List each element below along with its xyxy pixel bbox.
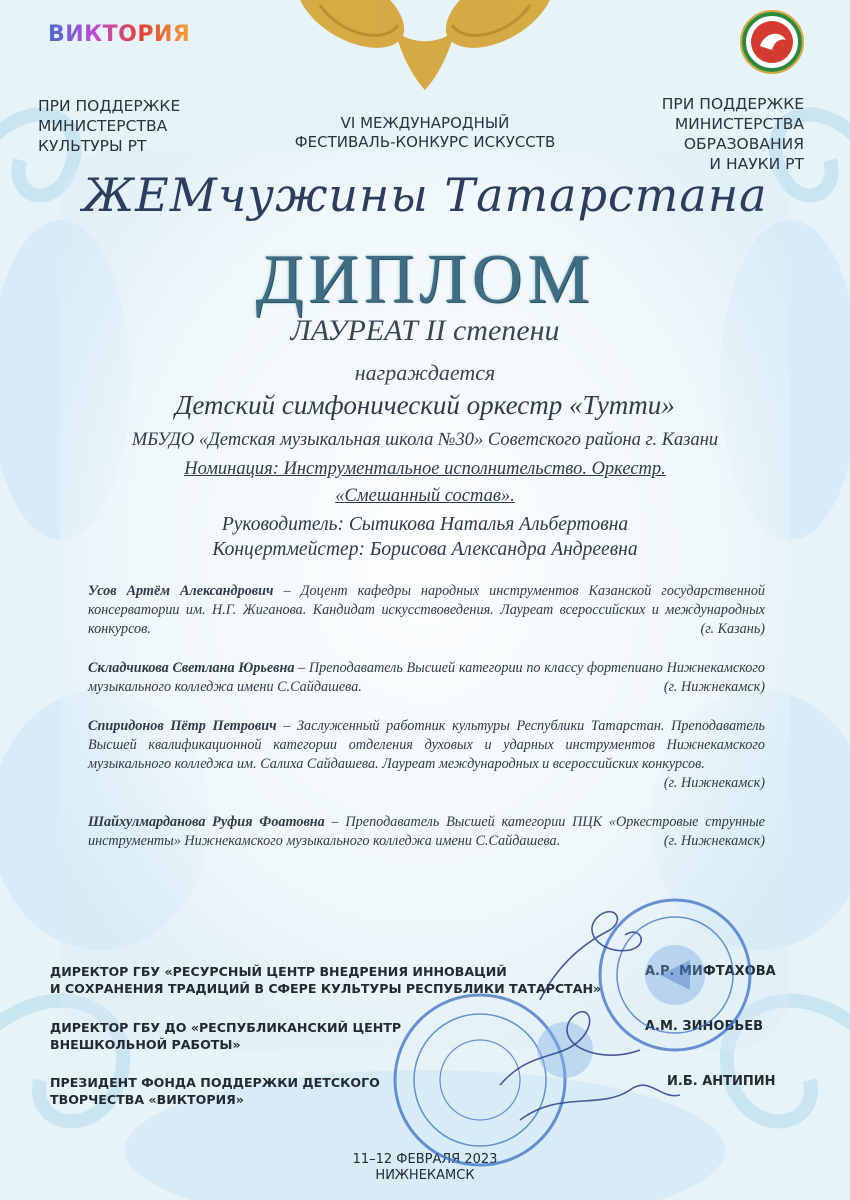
jury-item: Усов Артём Александрович – Доцент кафедры народных инструментов Казанской государственной консерватории им. Н.Г. Жиганова. Кандидат искусствоведения. Лауреат всероссийских и международных конкурсов. (г. Казань)	[88, 583, 766, 637]
signatory-name-2: А.М. ЗИНОВЬЕВ	[645, 1019, 764, 1034]
sponsor-left: ПРИ ПОДДЕРЖКЕ МИНИСТЕРСТВА КУЛЬТУРЫ РТ	[38, 97, 181, 155]
event-date-place: 11–12 ФЕВРАЛЯ 2023 НИЖНЕКАМСК	[352, 1152, 498, 1183]
nomination: Номинация: Инструментальное исполнительство. Оркестр. «Смешанный состав».	[184, 459, 666, 506]
handwritten-signature-icon	[500, 912, 680, 1120]
festival-title: VI МЕЖДУНАРОДНЫЙ ФЕСТИВАЛЬ-КОНКУРС ИСКУССТВ	[294, 114, 556, 151]
signatory-name-1: А.Р. МИФТАХОВА	[645, 964, 776, 979]
diploma-title: ДИПЛОМ	[255, 241, 595, 318]
laureate-degree: ЛАУРЕАТ II степени	[290, 314, 560, 347]
festival-name: ЖЕМчужины Татарстана	[82, 168, 768, 222]
signatory-name-3: И.Б. АНТИПИН	[667, 1074, 776, 1089]
viktoria-logo: ВИКТОРИЯ	[48, 22, 191, 47]
school-name: МБУДО «Детская музыкальная школа №30» Советского района г. Казани	[131, 430, 719, 450]
accompanist-line: Концертмейстер: Борисова Александра Андреевна	[212, 539, 638, 560]
signature-title-3: ПРЕЗИДЕНТ ФОНДА ПОДДЕРЖКИ ДЕТСКОГО ТВОРЧЕСТВА «ВИКТОРИЯ»	[50, 1075, 380, 1107]
recipient-name: Детский симфонический оркестр «Тутти»	[175, 390, 675, 420]
signature-title-2: ДИРЕКТОР ГБУ ДО «РЕСПУБЛИКАНСКИЙ ЦЕНТР ВНЕШКОЛЬНОЙ РАБОТЫ»	[50, 1020, 402, 1052]
sponsor-right: ПРИ ПОДДЕРЖКЕ МИНИСТЕРСТВА ОБРАЗОВАНИЯ И НАУКИ РТ	[661, 95, 804, 173]
jury-item: Спиридонов Пётр Петрович – Заслуженный работник культуры Республики Татарстан. Преподаватель Высшей квалификационной категории отделения духовых и ударных инструментов Нижнекамского музыкального колледжа им. Салиха Сайдашева. Лауреат международных и всероссийских конкурсов. (г. Нижнекамск)	[88, 718, 765, 791]
round-stamp-icon	[395, 995, 593, 1165]
jury-item: Шайхулмарданова Руфия Фоатовна – Преподаватель Высшей категории ПЦК «Оркестровые струнные инструменты» Нижнекамского музыкального колледжа имени С.Сайдашева. (г. Нижнекамск)	[88, 814, 765, 849]
leader-line: Руководитель: Сытикова Наталья Альбертовна	[221, 514, 629, 535]
right-stamp-icon	[600, 900, 750, 1050]
jury-item: Складчикова Светлана Юрьевна – Преподаватель Высшей категории по классу фортепиано Нижнекамского музыкального колледжа имени С.Сайдашева. (г. Нижнекамск)	[88, 660, 765, 695]
awarded-label: награждается	[354, 360, 496, 385]
signature-title-1: ДИРЕКТОР ГБУ «РЕСУРСНЫЙ ЦЕНТР ВНЕДРЕНИЯ ИННОВАЦИЙ И СОХРАНЕНИЯ ТРАДИЦИЙ В СФЕРЕ КУЛЬТУРЫ РЕСПУБЛИКИ ТАТАРСТАН»	[50, 964, 602, 996]
